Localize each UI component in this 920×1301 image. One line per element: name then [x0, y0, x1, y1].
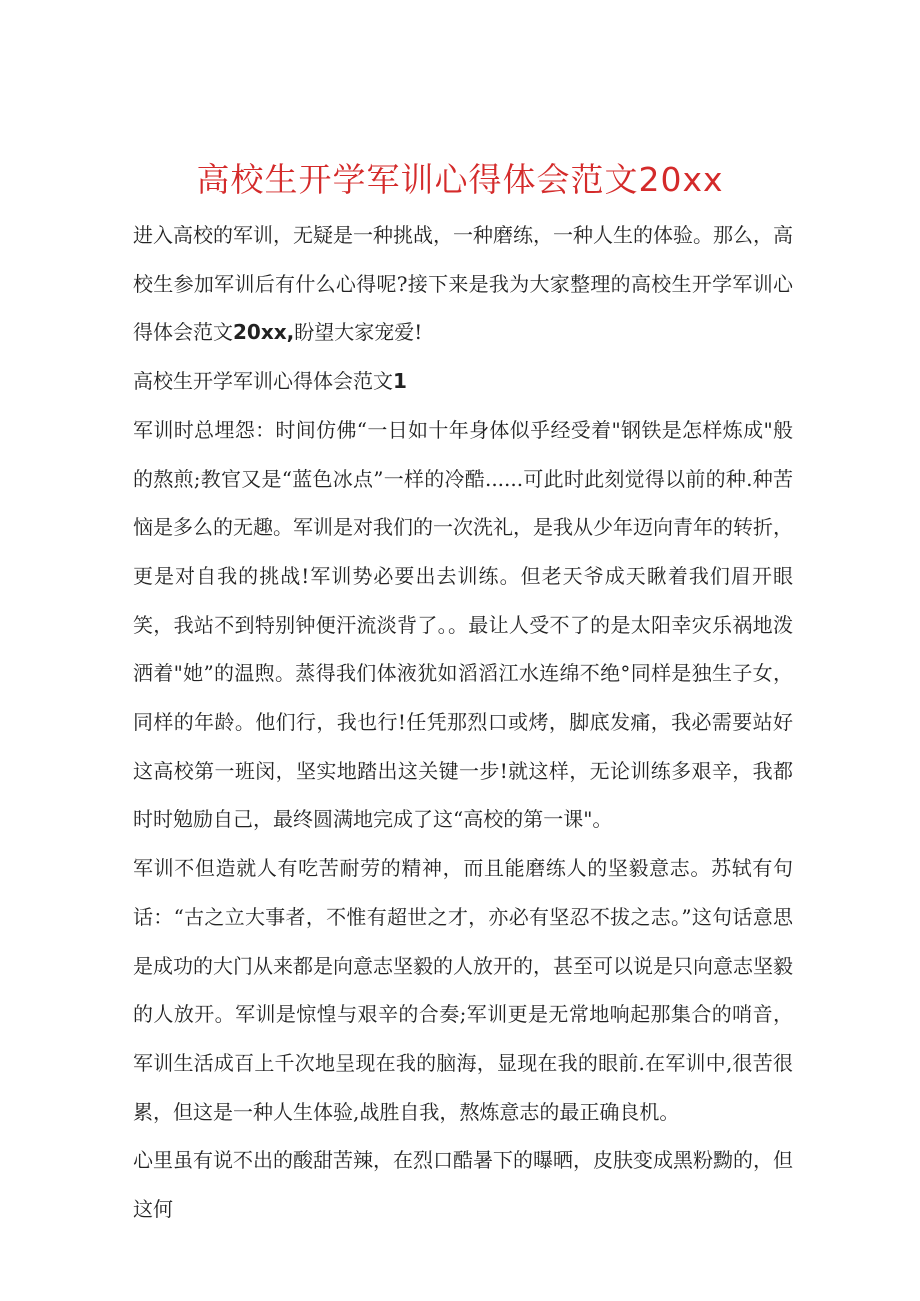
- document-body: [133, 211, 793, 1234]
- section-heading-number: 1: [393, 369, 407, 394]
- intro-text: 进入高校的军训，无疑是一种挑战，一种磨练，一种人生的体验。那么，高校生参加军训后有什么心得呢?接下来是我为大家整理的高校生开学军训心得体会范文: [133, 223, 793, 345]
- section-heading: [133, 357, 793, 406]
- body-paragraph-1: 军训时总埋怨：时间仿佛“一日如十年身体似乎经受着"钢铁是怎样炼成"般的熬煎;教官又是“蓝色冰点”一样的冷酷......可此时此刻觉得以前的种.种苦恼是多么的无趣。军训是对我们的一次洗礼，是我从少年迈向青年的转折，更是对自我的挑战!军训势必要出去训练。但老天爷成天瞅着我们眉开眼笑，我站不到特别钟便汗流淡背了。。最让人受不了的是太阳幸灾乐祸地泼洒着"她”的温煦。蒸得我们体液犹如滔滔江水连绵不绝°同样是独生子女，同样的年龄。他们行，我也行!任凭那烈口或烤，脚底发痛，我必需要站好这高校第一班闵，坚实地踏出这关键一步!就这样，无论训练多艰辛，我都时时勉励自己，最终圆满地完成了这“高校的第一课"。: [133, 417, 793, 832]
- intro-paragraph: [133, 211, 793, 357]
- intro-closing: 盼望大家宠爱!: [294, 320, 423, 345]
- body-paragraph-3: 心里虽有说不出的酸甜苦辣，在烈口酷暑下的曝晒，皮肤变成黑粉黝的，但这何: [133, 1148, 793, 1222]
- body-paragraph-2: 军训不但造就人有吃苦耐劳的精神，而且能磨练人的坚毅意志。苏轼有句话：“古之立大事者，不惟有超世之才，亦必有坚忍不拔之志。”这句话意思是成功的大门从来都是向意志坚毅的人放开的，甚至可以说是只向意志坚毅的人放开。军训是惊惶与艰辛的合奏;军训更是无常地响起那集合的哨音，军训生活成百上千次地呈现在我的脑海，显现在我的眼前.在军训中,很苦很累，但这是一种人生体验,战胜自我，熬炼意志的最正确良机。: [133, 856, 793, 1124]
- document-title: 高校生开学军训心得体会范文20xx: [196, 160, 724, 200]
- intro-year: 20xx,: [233, 320, 295, 345]
- section-heading-text: 高校生开学军训心得体会范文: [133, 369, 393, 394]
